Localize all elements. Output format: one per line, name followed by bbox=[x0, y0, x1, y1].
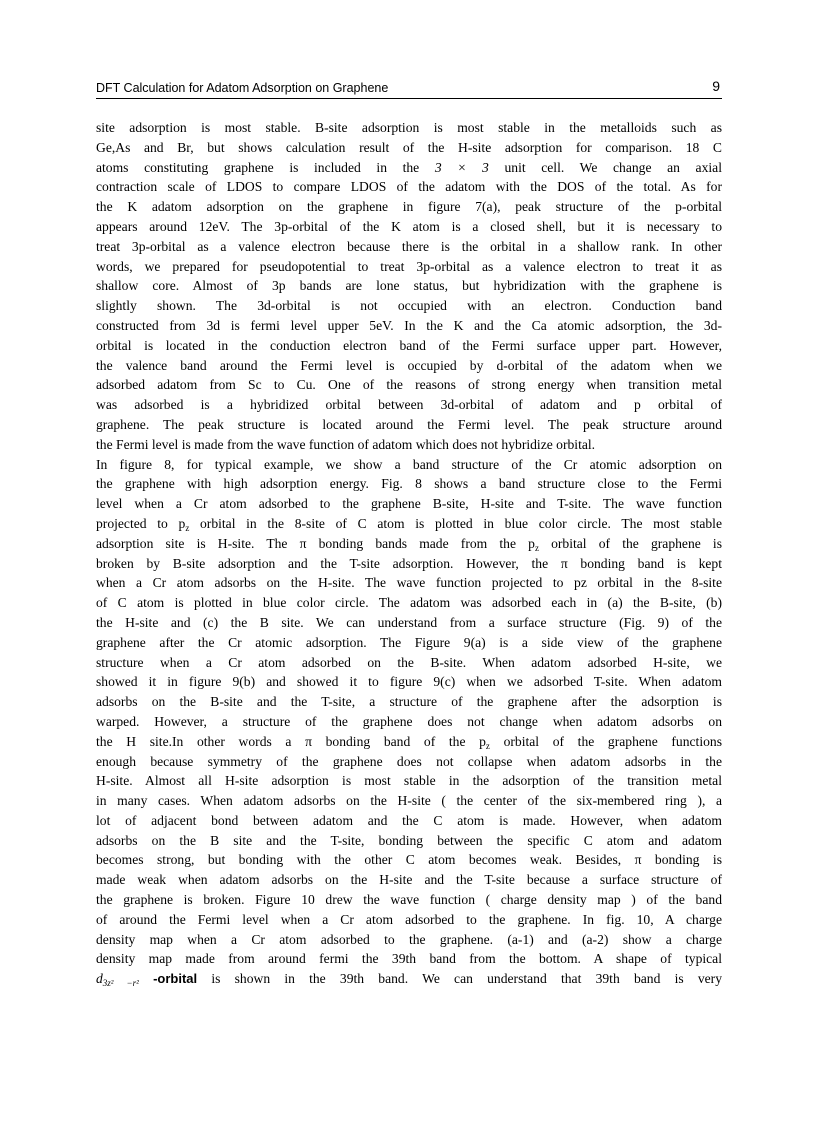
text-line: adsorbs on the B site and the T-site, bonding between the specific C atom and adatom bbox=[96, 832, 722, 848]
text-line: enough because symmetry of the graphene does not collapse when adatom adsorbs in the bbox=[96, 753, 722, 769]
text-line: when a Cr atom adsorbs on the H-site. The wave function projected to pz orbital in the 8-site bbox=[96, 575, 722, 591]
text-line: words, we prepared for pseudopotential to treat 3p-orbital as a valence electron to treat it as bbox=[96, 258, 722, 274]
text-span: projected to p bbox=[96, 515, 186, 531]
text-line: density map made from around fermi the 39th band from the bottom. A shape of typical bbox=[96, 951, 722, 967]
text-line: site adsorption is most stable. B-site adsorption is most stable in the metalloids such as bbox=[96, 120, 722, 135]
text-line: In figure 8, for typical example, we show a band structure of the Cr atomic adsorption on bbox=[96, 456, 722, 472]
text-line: was adsorbed is a hybridized orbital between 3d-orbital of adatom and p orbital of bbox=[96, 397, 722, 413]
text-line: lot of adjacent bond between adatom and the C atom is made. However, when adatom bbox=[96, 812, 722, 828]
text-span: orbital of the graphene functions bbox=[489, 733, 722, 749]
text-line: Ge,As and Br, but shows calculation result of the H-site adsorption for comparison. 18 C bbox=[96, 139, 722, 155]
text-line: becomes strong, but bonding with the other C atom becomes weak. Besides, π bonding is bbox=[96, 852, 722, 868]
text-line bbox=[96, 534, 722, 554]
text-line: showed it in figure 9(b) and showed it to figure 9(c) when we adsorbed T-site. When adatom bbox=[96, 674, 722, 690]
text-line: structure when a Cr atom adsorbed on the B-site. When adatom adsorbed H-site, we bbox=[96, 654, 722, 670]
text-line bbox=[96, 514, 722, 534]
subscript: 3z² −r² bbox=[102, 978, 139, 989]
text-line: orbital is located in the conduction electron band of the Fermi surface upper part. However, bbox=[96, 337, 722, 353]
bold-term: -orbital bbox=[153, 971, 198, 987]
text-line: treat 3p-orbital as a valence electron because there is the orbital in a shallow rank. In other bbox=[96, 238, 722, 254]
text-line: constructed from 3d is fermi level upper 5eV. In the K and the Ca atomic adsorption, the 3d- bbox=[96, 317, 722, 333]
text-span: atoms constituting graphene is included in the bbox=[96, 159, 420, 175]
page-number: 9 bbox=[712, 78, 720, 94]
text-line: shallow core. Almost of 3p bands are lone status, but hybridization with the graphene is bbox=[96, 278, 722, 294]
body-text bbox=[96, 118, 722, 989]
text-line: the H-site and (c) the B site. We can understand from a surface structure (Fig. 9) of the bbox=[96, 614, 722, 630]
text-line: density map when a Cr atom adsorbed to the graphene. (a-1) and (a-2) show a charge bbox=[96, 931, 722, 947]
text-span: orbital in the 8-site of C atom is plotted in blue color circle. The most stable bbox=[189, 515, 722, 531]
text-line: H-site. Almost all H-site adsorption is most stable in the adsorption of the transition metal bbox=[96, 773, 722, 789]
running-header-title: DFT Calculation for Adatom Adsorption on Graphene bbox=[96, 81, 389, 95]
text-line: made weak when adatom adsorbs on the H-site and the T-site because a surface structure of bbox=[96, 872, 722, 888]
math-symbol: d bbox=[96, 971, 103, 987]
text-line: slightly shown. The 3d-orbital is not occupied with an electron. Conduction band bbox=[96, 298, 722, 314]
text-line: of C atom is plotted in blue color circle. The adatom was adsorbed each in (a) the B-site, (b) bbox=[96, 595, 722, 611]
text-line: adsorbed adatom from Sc to Cu. One of the reasons of strong energy when transition metal bbox=[96, 377, 722, 393]
paragraph-1 bbox=[96, 118, 722, 455]
text-line: broken by B-site adsorption and the T-site adsorption. However, the π bonding band is kept bbox=[96, 555, 722, 571]
text-line: the valence band around the Fermi level is occupied by d-orbital of the adatom when we bbox=[96, 357, 722, 373]
text-line: adsorbs on the B-site and the T-site, a structure of the graphene after the adsorption is bbox=[96, 694, 722, 710]
text-span: adsorption site is H-site. The π bonding bands made from the p bbox=[96, 535, 535, 551]
text-line: the K adatom adsorption on the graphene in figure 7(a), peak structure of the p-orbital bbox=[96, 199, 722, 215]
text-line: of around the Fermi level when a Cr atom adsorbed to the graphene. In fig. 10, A charge bbox=[96, 911, 722, 927]
text-span: orbital of the graphene is bbox=[538, 535, 723, 551]
text-line bbox=[96, 969, 722, 989]
text-line: level when a Cr atom adsorbed to the graphene B-site, H-site and T-site. The wave function bbox=[96, 496, 722, 512]
text-line: graphene after the Cr atomic adsorption. The Figure 9(a) is a side view of the graphene bbox=[96, 634, 722, 650]
math-expression: 3 × 3 bbox=[434, 159, 489, 175]
text-line bbox=[96, 732, 722, 752]
text-line: the Fermi level is made from the wave function of adatom which does not hybridize orbital. bbox=[96, 436, 596, 452]
text-line: appears around 12eV. The 3p-orbital of the K atom is a closed shell, but it is necessary to bbox=[96, 218, 722, 234]
subscript: z bbox=[185, 522, 190, 533]
text-span: unit cell. We change an axial bbox=[504, 159, 722, 175]
running-header bbox=[96, 78, 722, 99]
text-line: the graphene with high adsorption energy. Fig. 8 shows a band structure close to the Fermi bbox=[96, 476, 722, 492]
text-line bbox=[96, 158, 722, 178]
subscript: z bbox=[485, 740, 490, 751]
text-span: the H site.In other words a π bonding band of the p bbox=[96, 733, 486, 749]
paragraph-2 bbox=[96, 455, 722, 990]
text-line: warped. However, a structure of the graphene does not change when adatom adsorbs on bbox=[96, 713, 722, 729]
text-span: is shown in the 39th band. We can understand that 39th band is very bbox=[211, 971, 723, 987]
text-line: in many cases. When adatom adsorbs on the H-site ( the center of the six-membered ring ), a bbox=[96, 793, 722, 809]
text-line: the graphene is broken. Figure 10 drew the wave function ( charge density map ) of the band bbox=[96, 892, 722, 908]
text-line: contraction scale of LDOS to compare LDOS of the adatom with the DOS of the total. As for bbox=[96, 179, 722, 195]
text-line: graphene. The peak structure is located around the Fermi level. The peak structure around bbox=[96, 416, 722, 432]
subscript: z bbox=[534, 542, 539, 553]
